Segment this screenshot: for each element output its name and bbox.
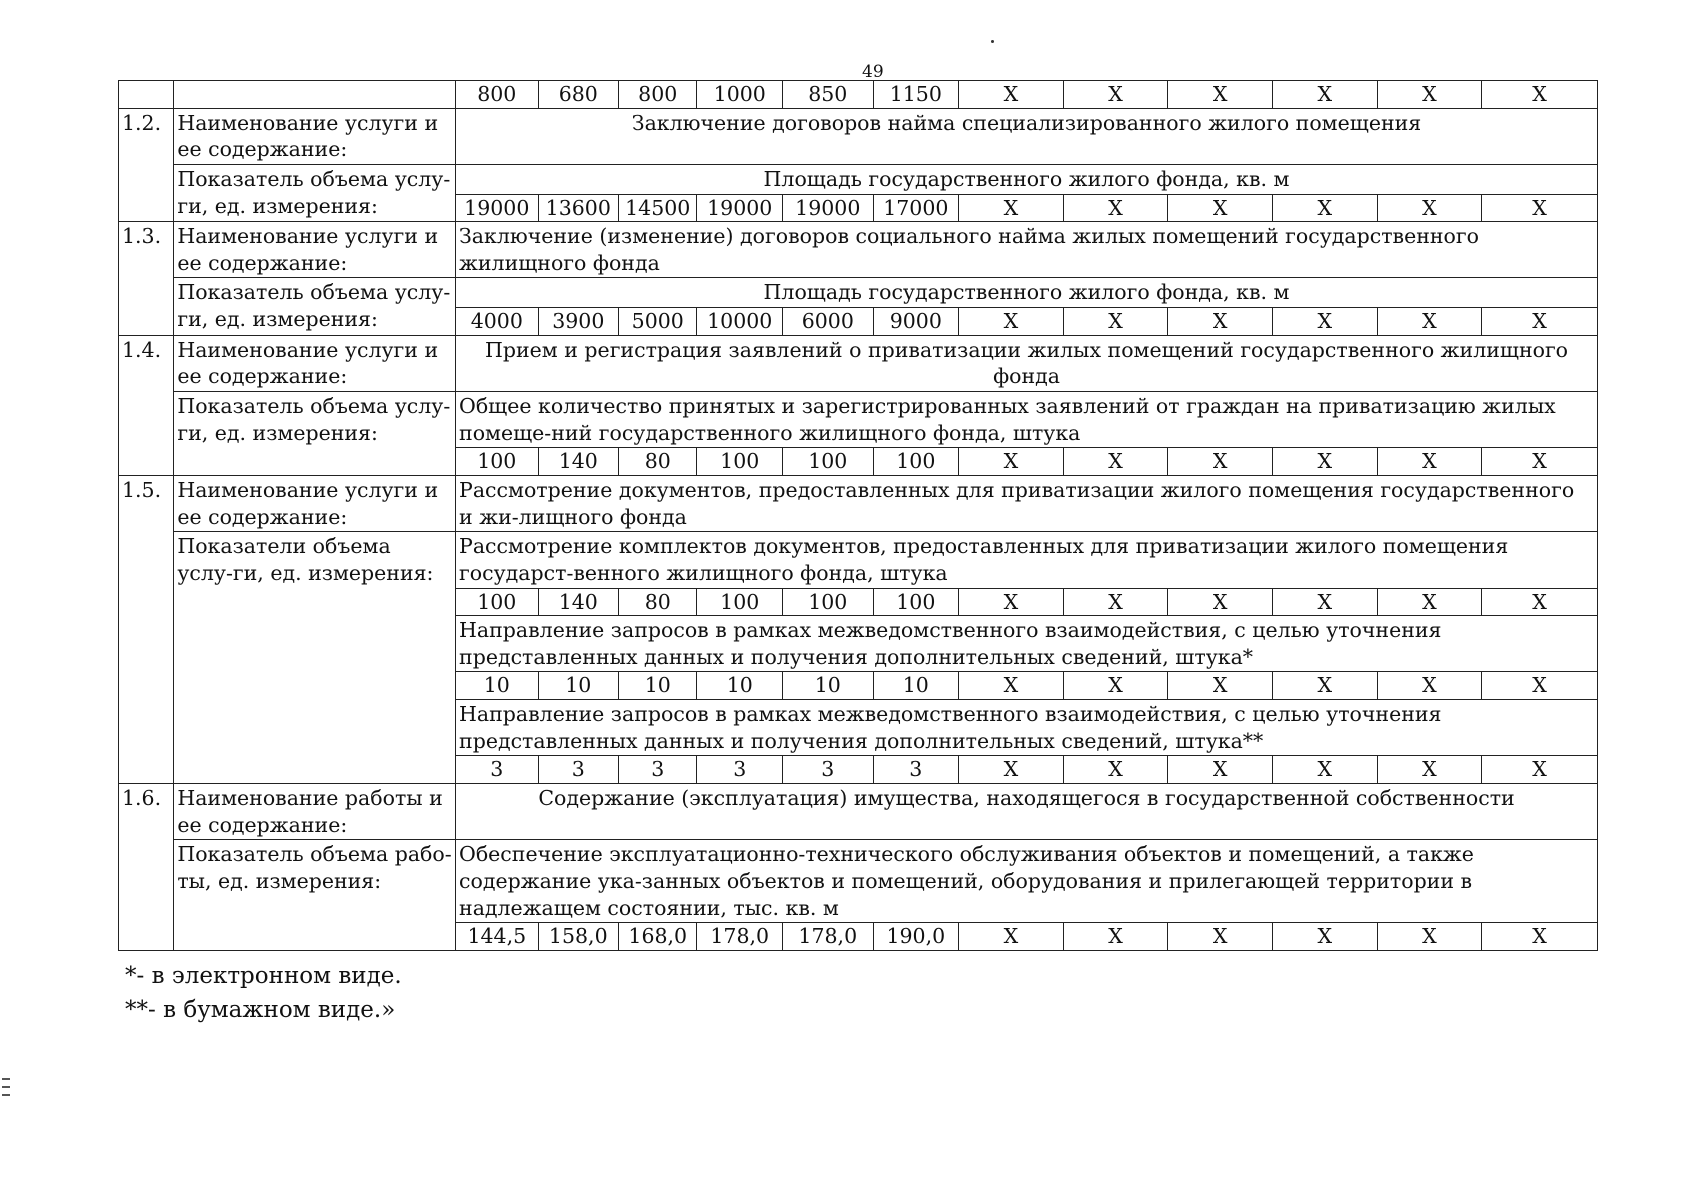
service-row bbox=[119, 108, 1598, 164]
value-cell: X bbox=[1272, 588, 1377, 616]
value-cell: X bbox=[1377, 448, 1482, 476]
value-cell: X bbox=[1482, 448, 1598, 476]
value-cell: 14500 bbox=[619, 194, 697, 222]
value-cell: 850 bbox=[783, 81, 874, 109]
service-name: Заключение договоров найма специализированного жилого помещения bbox=[456, 108, 1598, 164]
value-cell: 100 bbox=[783, 588, 874, 616]
value-cell: 140 bbox=[538, 448, 618, 476]
value-cell: 100 bbox=[456, 588, 539, 616]
service-name: Содержание (эксплуатация) имущества, находящегося в государственной собственности bbox=[456, 784, 1598, 840]
value-cell: 10000 bbox=[697, 308, 783, 336]
indicator-label: Показатель объема услу-ги, ед. измерения: bbox=[174, 164, 456, 221]
value-cell: 10 bbox=[538, 672, 618, 700]
edge-mark bbox=[2, 1078, 10, 1080]
services-table bbox=[118, 80, 1598, 951]
value-cell: X bbox=[1377, 588, 1482, 616]
row-number: 1.2. bbox=[119, 108, 174, 222]
service-row bbox=[119, 475, 1598, 531]
value-cell: 800 bbox=[619, 81, 697, 109]
value-cell: X bbox=[1063, 756, 1168, 784]
value-cell: 1000 bbox=[697, 81, 783, 109]
indicator-label: Показатели объема услу-ги, ед. измерения: bbox=[174, 532, 456, 784]
name-label: Наименование услуги и ее содержание: bbox=[174, 222, 456, 278]
value-cell: X bbox=[1272, 923, 1377, 951]
value-cell: X bbox=[1063, 588, 1168, 616]
value-cell: 6000 bbox=[783, 308, 874, 336]
value-cell: 3 bbox=[619, 756, 697, 784]
empty-num-cell bbox=[119, 81, 174, 109]
row-number: 1.6. bbox=[119, 784, 174, 951]
value-cell: 800 bbox=[456, 81, 539, 109]
indicator-row bbox=[119, 278, 1598, 308]
value-cell: X bbox=[1063, 672, 1168, 700]
value-cell: 4000 bbox=[456, 308, 539, 336]
value-cell: X bbox=[1168, 308, 1273, 336]
service-name: Заключение (изменение) договоров социального найма жилых помещений государственного жилищного фонда bbox=[456, 222, 1598, 278]
value-cell: X bbox=[1063, 308, 1168, 336]
value-cell: 100 bbox=[697, 448, 783, 476]
value-cell: 178,0 bbox=[697, 923, 783, 951]
service-row bbox=[119, 222, 1598, 278]
value-cell: 140 bbox=[538, 588, 618, 616]
service-row bbox=[119, 784, 1598, 840]
indicator-row bbox=[119, 840, 1598, 923]
value-cell: X bbox=[1272, 448, 1377, 476]
value-cell: X bbox=[1482, 588, 1598, 616]
value-cell: X bbox=[959, 448, 1064, 476]
value-cell: X bbox=[1168, 923, 1273, 951]
value-cell: X bbox=[1063, 448, 1168, 476]
indicator-label: Показатель объема услу-ги, ед. измерения: bbox=[174, 278, 456, 335]
value-cell: X bbox=[1482, 672, 1598, 700]
service-name: Прием и регистрация заявлений о приватизации жилых помещений государственного жилищного фонда bbox=[456, 335, 1598, 391]
value-cell: X bbox=[1168, 194, 1273, 222]
value-cell: X bbox=[1168, 81, 1273, 109]
row-number: 1.5. bbox=[119, 475, 174, 783]
service-name: Рассмотрение документов, предоставленных для приватизации жилого помещения государственного и жи-лищного фонда bbox=[456, 475, 1598, 531]
name-label: Наименование работы и ее содержание: bbox=[174, 784, 456, 840]
value-cell: X bbox=[1063, 923, 1168, 951]
value-cell: 17000 bbox=[873, 194, 959, 222]
value-cell: X bbox=[1168, 588, 1273, 616]
value-cell: 190,0 bbox=[873, 923, 959, 951]
indicator-label: Показатель объема услу-ги, ед. измерения: bbox=[174, 392, 456, 476]
indicator-row bbox=[119, 164, 1598, 194]
value-cell: X bbox=[1168, 448, 1273, 476]
indicator-row bbox=[119, 392, 1598, 448]
value-cell: X bbox=[1482, 756, 1598, 784]
value-cell: 9000 bbox=[873, 308, 959, 336]
name-label: Наименование услуги и ее содержание: bbox=[174, 108, 456, 164]
value-cell: X bbox=[1377, 923, 1482, 951]
value-cell: X bbox=[1377, 81, 1482, 109]
indicator-label: Показатель объема рабо-ты, ед. измерения: bbox=[174, 840, 456, 951]
indicator-text: Площадь государственного жилого фонда, кв. м bbox=[456, 164, 1598, 194]
value-cell: X bbox=[1377, 672, 1482, 700]
footnote-paper: **- в бумажном виде.» bbox=[125, 997, 396, 1023]
value-cell: 3 bbox=[697, 756, 783, 784]
indicator-text: Площадь государственного жилого фонда, кв. м bbox=[456, 278, 1598, 308]
value-cell: 19000 bbox=[456, 194, 539, 222]
value-cell: 10 bbox=[619, 672, 697, 700]
value-cell: 158,0 bbox=[538, 923, 618, 951]
scan-dot bbox=[991, 40, 994, 43]
value-cell: X bbox=[959, 756, 1064, 784]
value-cell: X bbox=[1482, 194, 1598, 222]
value-cell: X bbox=[1482, 308, 1598, 336]
value-cell: 100 bbox=[873, 448, 959, 476]
value-cell: X bbox=[1063, 194, 1168, 222]
value-cell: 100 bbox=[783, 448, 874, 476]
value-cell: X bbox=[1272, 756, 1377, 784]
value-cell: 19000 bbox=[783, 194, 874, 222]
edge-mark bbox=[2, 1094, 10, 1096]
value-cell: X bbox=[1377, 308, 1482, 336]
value-cell: X bbox=[1482, 923, 1598, 951]
value-cell: 144,5 bbox=[456, 923, 539, 951]
value-cell: 680 bbox=[538, 81, 618, 109]
value-cell: X bbox=[959, 923, 1064, 951]
value-cell: X bbox=[1272, 81, 1377, 109]
indicator-row bbox=[119, 532, 1598, 588]
value-cell: 100 bbox=[697, 588, 783, 616]
value-cell: X bbox=[1377, 194, 1482, 222]
footnote-electronic: *- в электронном виде. bbox=[125, 963, 402, 989]
value-cell: X bbox=[1377, 756, 1482, 784]
value-cell: X bbox=[1272, 672, 1377, 700]
service-row bbox=[119, 335, 1598, 391]
value-cell: 10 bbox=[783, 672, 874, 700]
value-cell: 3 bbox=[873, 756, 959, 784]
values-row bbox=[119, 81, 1598, 109]
name-label: Наименование услуги и ее содержание: bbox=[174, 335, 456, 391]
row-number: 1.3. bbox=[119, 222, 174, 336]
indicator-text: Направление запросов в рамках межведомственного взаимодействия, с целью уточнения представленных данных и получения дополнительных сведений, штука** bbox=[456, 700, 1598, 756]
value-cell: 80 bbox=[619, 588, 697, 616]
value-cell: X bbox=[959, 81, 1064, 109]
value-cell: X bbox=[959, 672, 1064, 700]
value-cell: X bbox=[959, 588, 1064, 616]
value-cell: 5000 bbox=[619, 308, 697, 336]
indicator-text: Направление запросов в рамках межведомственного взаимодействия, с целью уточнения представленных данных и получения дополнительных сведений, штука* bbox=[456, 616, 1598, 672]
value-cell: 178,0 bbox=[783, 923, 874, 951]
empty-label-cell bbox=[174, 81, 456, 109]
name-label: Наименование услуги и ее содержание: bbox=[174, 475, 456, 531]
value-cell: 3900 bbox=[538, 308, 618, 336]
value-cell: X bbox=[959, 308, 1064, 336]
value-cell: 10 bbox=[873, 672, 959, 700]
page-number: 49 bbox=[862, 62, 884, 82]
value-cell: X bbox=[1272, 194, 1377, 222]
value-cell: 100 bbox=[456, 448, 539, 476]
edge-mark bbox=[2, 1086, 10, 1088]
value-cell: 168,0 bbox=[619, 923, 697, 951]
value-cell: 19000 bbox=[697, 194, 783, 222]
value-cell: X bbox=[1168, 756, 1273, 784]
value-cell: 10 bbox=[697, 672, 783, 700]
value-cell: X bbox=[959, 194, 1064, 222]
indicator-text: Общее количество принятых и зарегистрированных заявлений от граждан на приватизацию жилых помеще-ний государственного жилищного фонда, штука bbox=[456, 392, 1598, 448]
indicator-text: Обеспечение эксплуатационно-технического обслуживания объектов и помещений, а также содержание ука-занных объектов и помещений, оборудования и прилегающей территории в надлежащем состоянии, тыс. кв. м bbox=[456, 840, 1598, 923]
value-cell: X bbox=[1272, 308, 1377, 336]
value-cell: X bbox=[1482, 81, 1598, 109]
value-cell: 3 bbox=[456, 756, 539, 784]
value-cell: 1150 bbox=[873, 81, 959, 109]
value-cell: 13600 bbox=[538, 194, 618, 222]
value-cell: 100 bbox=[873, 588, 959, 616]
value-cell: 3 bbox=[783, 756, 874, 784]
value-cell: X bbox=[1168, 672, 1273, 700]
value-cell: X bbox=[1063, 81, 1168, 109]
indicator-text: Рассмотрение комплектов документов, предоставленных для приватизации жилого помещения государст-венного жилищного фонда, штука bbox=[456, 532, 1598, 588]
value-cell: 10 bbox=[456, 672, 539, 700]
value-cell: 80 bbox=[619, 448, 697, 476]
value-cell: 3 bbox=[538, 756, 618, 784]
row-number: 1.4. bbox=[119, 335, 174, 475]
